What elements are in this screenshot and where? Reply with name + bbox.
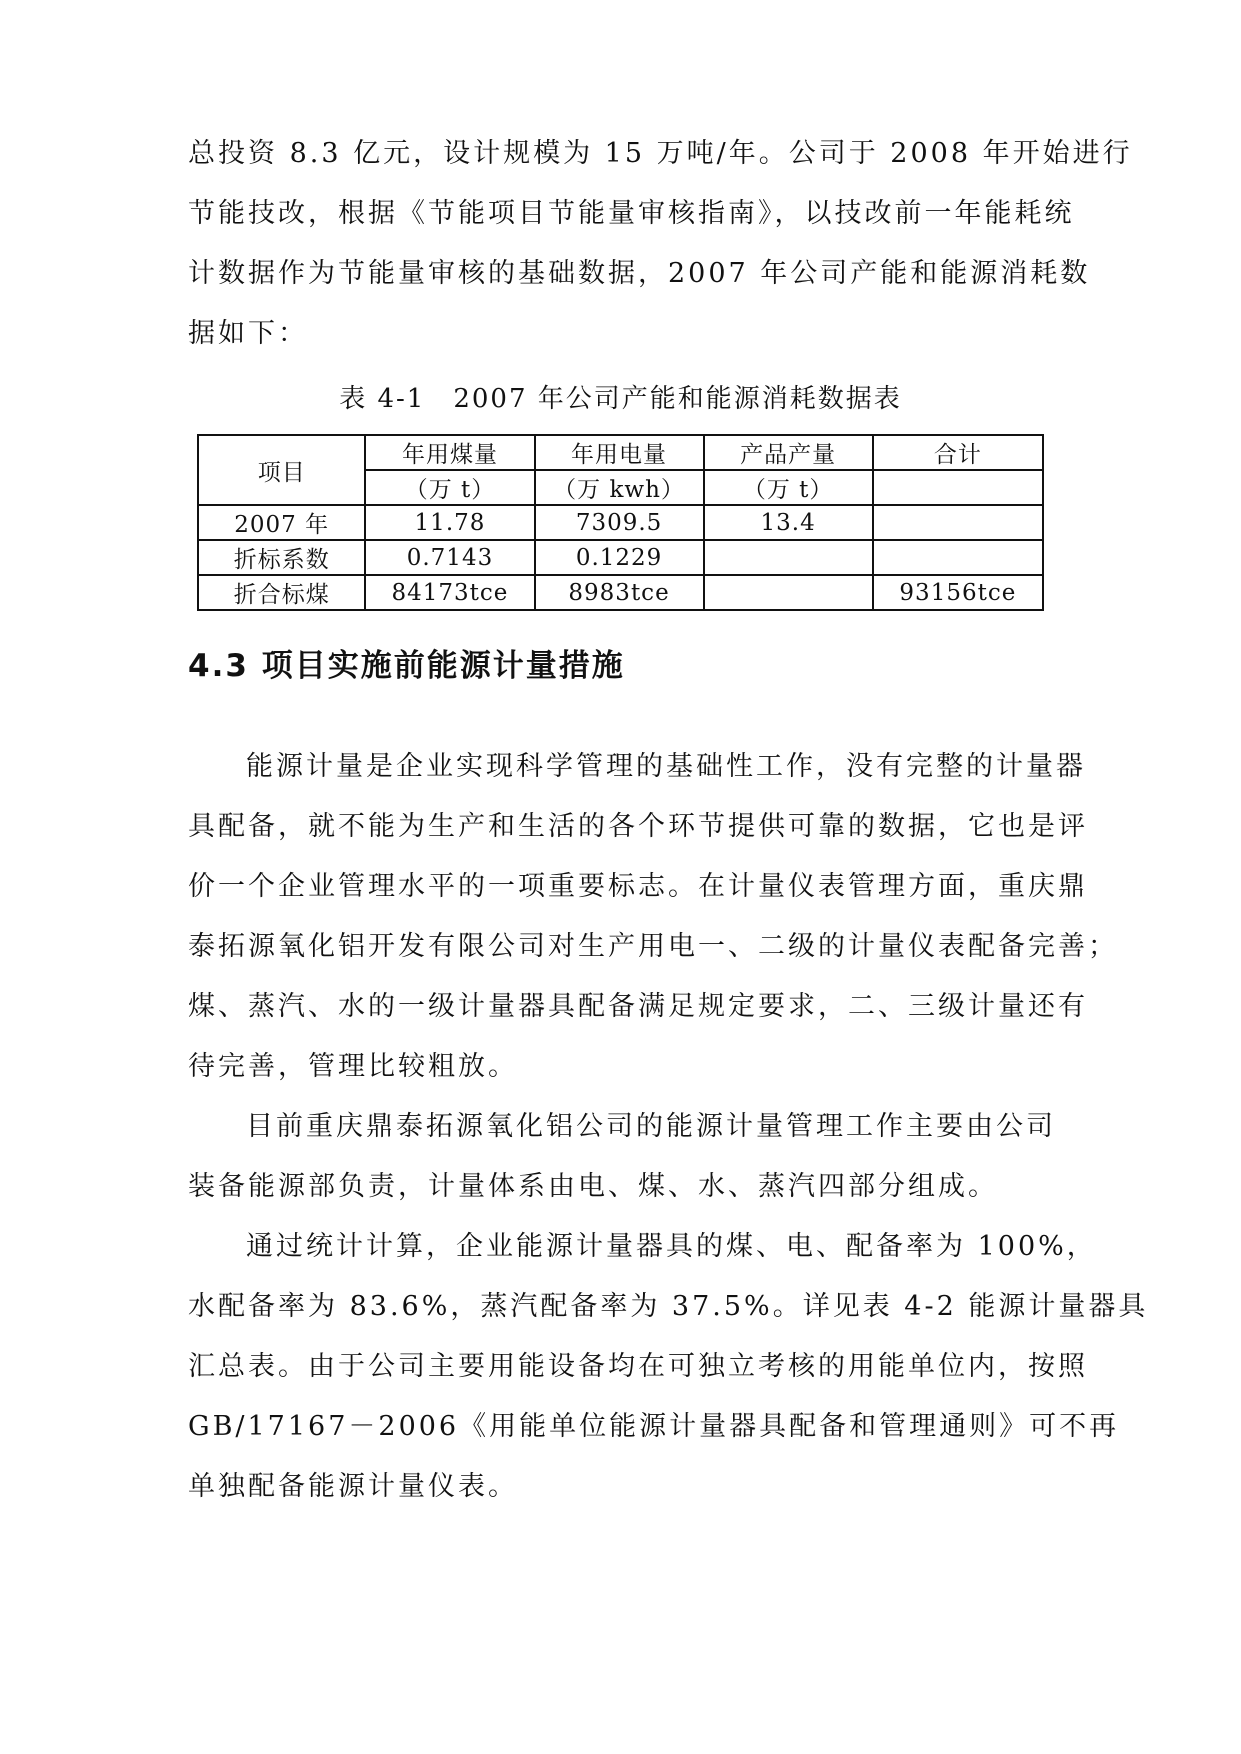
table-cell: 0.1229 xyxy=(535,540,704,575)
paragraph-line: 通过统计计算，企业能源计量器具的煤、电、配备率为 100%， xyxy=(246,1231,1097,1262)
column-header: 年用煤量 xyxy=(365,435,534,470)
table-cell xyxy=(704,575,873,610)
paragraph-energy-metering xyxy=(188,737,1118,1097)
paragraph-line: 泰拓源氧化铝开发有限公司对生产用电一、二级的计量仪表配备完善； xyxy=(188,931,1118,962)
paragraph-management xyxy=(188,1097,1054,1217)
paragraph-line: 计数据作为节能量审核的基础数据，2007 年公司产能和能源消耗数 xyxy=(188,258,1091,289)
paragraph-line: 据如下： xyxy=(188,318,308,349)
column-header: 年用电量 xyxy=(535,435,704,470)
column-unit: （万 t） xyxy=(365,470,534,505)
table-row xyxy=(198,540,1043,575)
table-caption: 表 4-1 2007 年公司产能和能源消耗数据表 xyxy=(339,384,902,414)
paragraph-line: 节能技改，根据《节能项目节能量审核指南》，以技改前一年能耗统 xyxy=(188,198,1075,229)
paragraph-line: 能源计量是企业实现科学管理的基础性工作，没有完整的计量器 xyxy=(246,751,1086,782)
row-label: 2007 年 xyxy=(198,505,365,540)
table-row xyxy=(198,505,1043,540)
table-cell: 93156tce xyxy=(873,575,1043,610)
paragraph-line: 待完善，管理比较粗放。 xyxy=(188,1051,518,1082)
paragraph-line: 煤、蒸汽、水的一级计量器具配备满足规定要求，二、三级计量还有 xyxy=(188,991,1088,1022)
table-cell: 7309.5 xyxy=(535,505,704,540)
column-header: 产品产量 xyxy=(704,435,873,470)
table-cell xyxy=(873,505,1043,540)
paragraph-line: GB/17167－2006《用能单位能源计量器具配备和管理通则》可不再 xyxy=(188,1411,1120,1442)
paragraph-statistics xyxy=(188,1217,1149,1517)
table-cell: 0.7143 xyxy=(365,540,534,575)
intro-paragraph xyxy=(188,124,1133,364)
column-unit: （万 t） xyxy=(704,470,873,505)
paragraph-line: 目前重庆鼎泰拓源氧化铝公司的能源计量管理工作主要由公司 xyxy=(246,1111,1056,1142)
column-header: 合计 xyxy=(873,435,1043,470)
column-unit: （万 kwh） xyxy=(535,470,704,505)
paragraph-line: 单独配备能源计量仪表。 xyxy=(188,1471,518,1502)
paragraph-line: 汇总表。由于公司主要用能设备均在可独立考核的用能单位内，按照 xyxy=(188,1351,1088,1382)
table-row xyxy=(198,575,1043,610)
row-label: 折标系数 xyxy=(198,540,365,575)
table-cell: 8983tce xyxy=(535,575,704,610)
table-cell: 11.78 xyxy=(365,505,534,540)
paragraph-line: 装备能源部负责，计量体系由电、煤、水、蒸汽四部分组成。 xyxy=(188,1171,998,1202)
table-cell: 84173tce xyxy=(365,575,534,610)
table-cell: 13.4 xyxy=(704,505,873,540)
row-label: 折合标煤 xyxy=(198,575,365,610)
table-cell xyxy=(704,540,873,575)
paragraph-line: 总投资 8.3 亿元，设计规模为 15 万吨/年。公司于 2008 年开始进行 xyxy=(188,138,1133,169)
paragraph-line: 水配备率为 83.6%，蒸汽配备率为 37.5%。详见表 4-2 能源计量器具 xyxy=(188,1291,1149,1322)
table-header-row xyxy=(198,435,1043,470)
paragraph-line: 价一个企业管理水平的一项重要标志。在计量仪表管理方面，重庆鼎 xyxy=(188,871,1088,902)
energy-consumption-table xyxy=(197,434,1044,611)
table-cell xyxy=(873,540,1043,575)
paragraph-line: 具配备，就不能为生产和生活的各个环节提供可靠的数据，它也是评 xyxy=(188,811,1088,842)
column-unit xyxy=(873,470,1043,505)
section-heading: 4.3 项目实施前能源计量措施 xyxy=(188,648,625,684)
row-header-label: 项目 xyxy=(198,435,365,505)
